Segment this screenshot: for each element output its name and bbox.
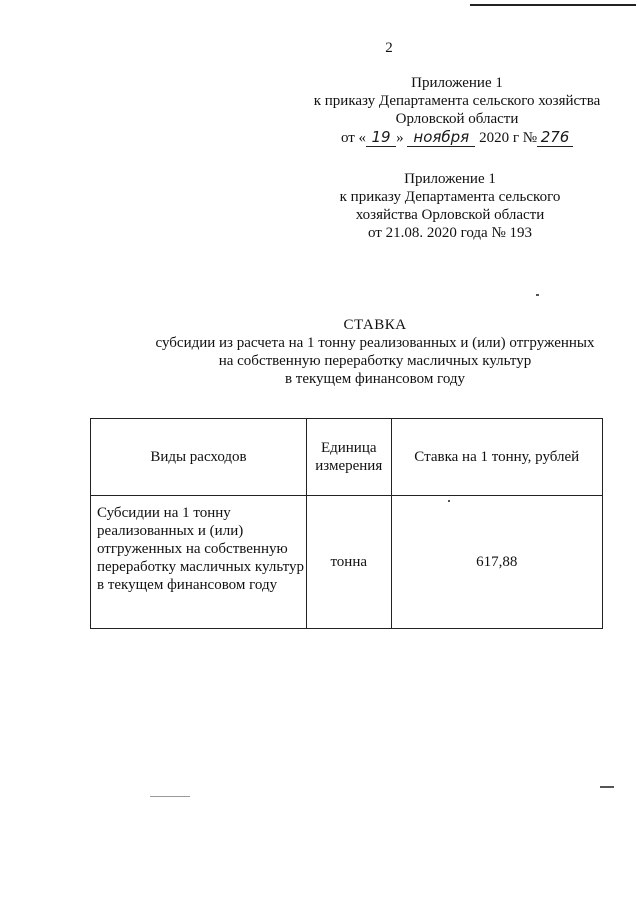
cell-rate: 617,88 bbox=[391, 496, 603, 629]
scan-speck bbox=[150, 796, 190, 797]
date-quote: » bbox=[396, 130, 404, 146]
title-line3: в текущем финансовом году bbox=[284, 371, 466, 387]
title-line1: субсидии из расчета на 1 тонну реализованных и (или) отгруженных bbox=[155, 335, 595, 351]
header-rate: Ставка на 1 тонну, рублей bbox=[391, 419, 603, 496]
table-header-row bbox=[91, 419, 603, 496]
title-line2: на собственную переработку масличных культур bbox=[218, 353, 532, 369]
cell-unit: тонна bbox=[306, 496, 391, 629]
scan-speck bbox=[600, 786, 614, 788]
scan-speck bbox=[448, 500, 450, 502]
date-year: 2020 г № bbox=[479, 130, 538, 146]
rate-table bbox=[90, 418, 603, 629]
header-unit: Единица измерения bbox=[306, 419, 391, 496]
handwritten-month: ноября bbox=[407, 128, 475, 147]
page-number: 2 bbox=[385, 40, 393, 56]
date-prefix: от « bbox=[340, 130, 367, 146]
title-heading: СТАВКА bbox=[343, 317, 407, 333]
header-expense-type: Виды расходов bbox=[91, 419, 307, 496]
appendix-previous-line1: Приложение 1 bbox=[404, 171, 496, 187]
appendix-previous-line3: хозяйства Орловской области bbox=[355, 207, 545, 223]
cell-expense-type: Субсидии на 1 тонну реализованных и (или) отгруженных на собственную переработку масличных культур в текущем финансовом году bbox=[91, 496, 307, 629]
top-edge-line bbox=[470, 4, 636, 6]
appendix-previous-line4: от 21.08. 2020 года № 193 bbox=[367, 225, 533, 241]
scan-speck bbox=[536, 294, 539, 296]
handwritten-day: 19 bbox=[366, 128, 396, 147]
handwritten-order-number: 276 bbox=[537, 128, 573, 147]
appendix-previous-block bbox=[300, 170, 600, 242]
appendix-current-line1: Приложение 1 bbox=[411, 75, 503, 91]
table-row bbox=[91, 496, 603, 629]
appendix-current-line3: Орловской области bbox=[395, 111, 519, 127]
document-title bbox=[140, 316, 610, 388]
appendix-previous-line2: к приказу Департамента сельского bbox=[339, 189, 561, 205]
appendix-current-line2: к приказу Департамента сельского хозяйства bbox=[313, 93, 601, 109]
appendix-current-block bbox=[292, 74, 622, 147]
appendix-current-date-line bbox=[292, 128, 622, 147]
